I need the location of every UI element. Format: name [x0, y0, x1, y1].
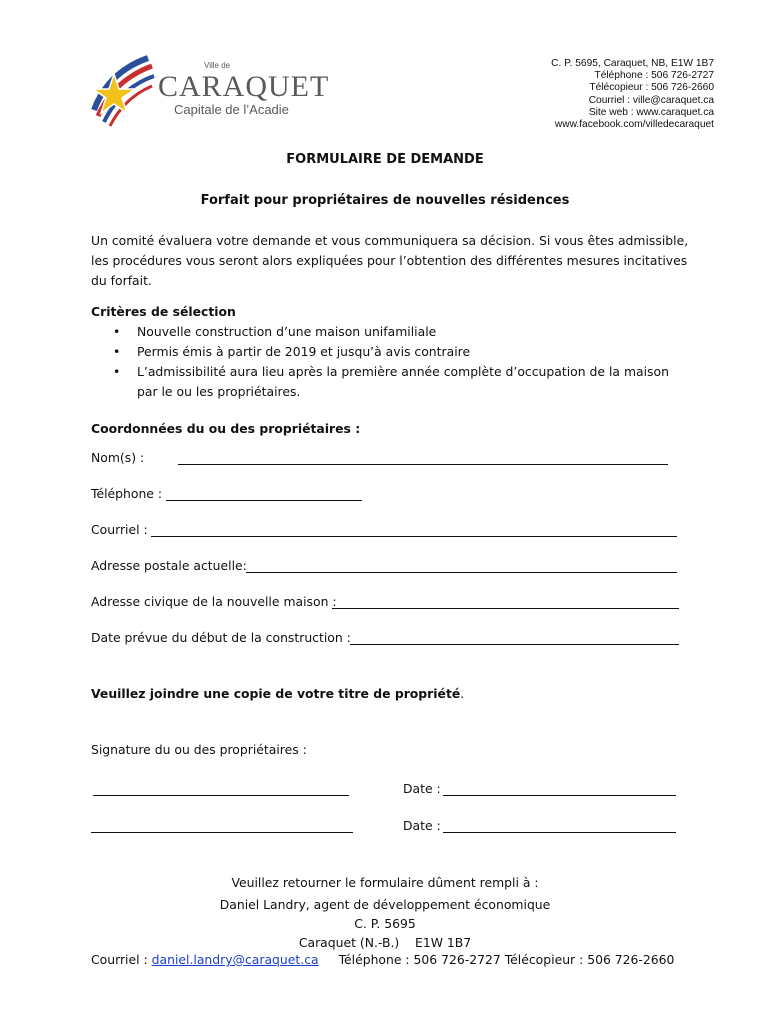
contact-address: C. P. 5695, Caraquet, NB, E1W 1B7	[551, 58, 714, 69]
form-title: FORMULAIRE DE DEMANDE	[286, 152, 484, 167]
criteria-item	[107, 362, 687, 402]
current-address-label: Adresse postale actuelle:	[91, 558, 247, 573]
new-address-input-line[interactable]	[332, 608, 679, 609]
contact-website: Site web : www.caraquet.ca	[588, 106, 714, 118]
footer-phone-fax: Téléphone : 506 726-2727 Télécopieur : 506 726-2660	[338, 952, 675, 967]
current-address-input-line[interactable]	[246, 572, 677, 573]
contact-facebook: www.facebook.com/villedecaraquet	[554, 119, 714, 131]
footer-return-instruction: Veuillez retourner le formulaire dûment rempli à :	[231, 875, 539, 890]
attach-note-text: Veuillez joindre une copie de votre titre de propriété	[91, 686, 461, 701]
bullet-icon: •	[113, 364, 121, 379]
criteria-item	[107, 322, 687, 342]
names-input-line[interactable]	[178, 464, 668, 465]
attach-note-period: .	[460, 686, 465, 701]
start-date-label: Date prévue du début de la construction :	[91, 630, 351, 645]
caraquet-logo	[88, 52, 328, 132]
footer-email-link[interactable]: daniel.landry@caraquet.ca	[151, 952, 319, 967]
contact-block	[551, 58, 714, 131]
names-label: Nom(s) :	[91, 450, 145, 465]
intro-line: les procédures vous seront alors expliquées pour l’obtention des différentes mesures incitatives	[91, 253, 688, 268]
owners-section-title: Coordonnées du ou des propriétaires :	[91, 421, 361, 436]
logo-name: CARAQUET	[158, 70, 328, 103]
contact-phone: Téléphone : 506 726-2727	[594, 70, 714, 82]
footer-contact-name: Daniel Landry, agent de développement économique	[219, 897, 551, 912]
phone-label: Téléphone :	[91, 486, 163, 501]
criteria-list	[107, 322, 687, 402]
contact-email: Courriel : ville@caraquet.ca	[588, 94, 714, 106]
email-input-line[interactable]	[151, 536, 677, 537]
intro-line: Un comité évaluera votre demande et vous communiquera sa décision. Si vous êtes admissible,	[91, 233, 689, 248]
signature-label: Signature du ou des propriétaires :	[91, 742, 307, 757]
logo-tagline: Capitale de l’Acadie	[174, 102, 289, 117]
footer-po-box: C. P. 5695	[354, 916, 416, 931]
criteria-title: Critères de sélection	[91, 304, 236, 319]
logo-small-text: Ville de	[204, 61, 231, 70]
signature-line-2[interactable]	[91, 832, 353, 833]
criteria-text: Permis émis à partir de 2019 et jusqu’à avis contraire	[137, 344, 471, 359]
criteria-item	[107, 342, 687, 362]
phone-input-line[interactable]	[166, 500, 362, 501]
date-input-line-1[interactable]	[443, 795, 676, 796]
email-label: Courriel :	[91, 522, 148, 537]
form-subtitle: Forfait pour propriétaires de nouvelles résidences	[200, 193, 570, 208]
bullet-icon: •	[113, 324, 121, 339]
footer-email-label: Courriel :	[91, 952, 148, 967]
criteria-text: L’admissibilité aura lieu après la première année complète d’occupation de la maison par le ou les propriétaires.	[137, 364, 669, 399]
footer-city-postal: Caraquet (N.-B.) E1W 1B7	[298, 935, 472, 950]
intro-paragraph	[91, 231, 691, 291]
signature-line-1[interactable]	[93, 795, 349, 796]
new-address-label: Adresse civique de la nouvelle maison :	[91, 594, 337, 609]
date-label-2: Date :	[403, 818, 441, 833]
attach-note	[91, 686, 464, 701]
contact-fax: Télécopieur : 506 726-2660	[589, 82, 714, 94]
intro-line: du forfait.	[91, 273, 152, 288]
date-input-line-2[interactable]	[443, 832, 676, 833]
footer-contact-line	[91, 952, 674, 967]
date-label-1: Date :	[403, 781, 441, 796]
logo-emblem	[88, 52, 328, 132]
criteria-text: Nouvelle construction d’une maison unifamiliale	[137, 324, 437, 339]
bullet-icon: •	[113, 344, 121, 359]
start-date-input-line[interactable]	[350, 644, 679, 645]
